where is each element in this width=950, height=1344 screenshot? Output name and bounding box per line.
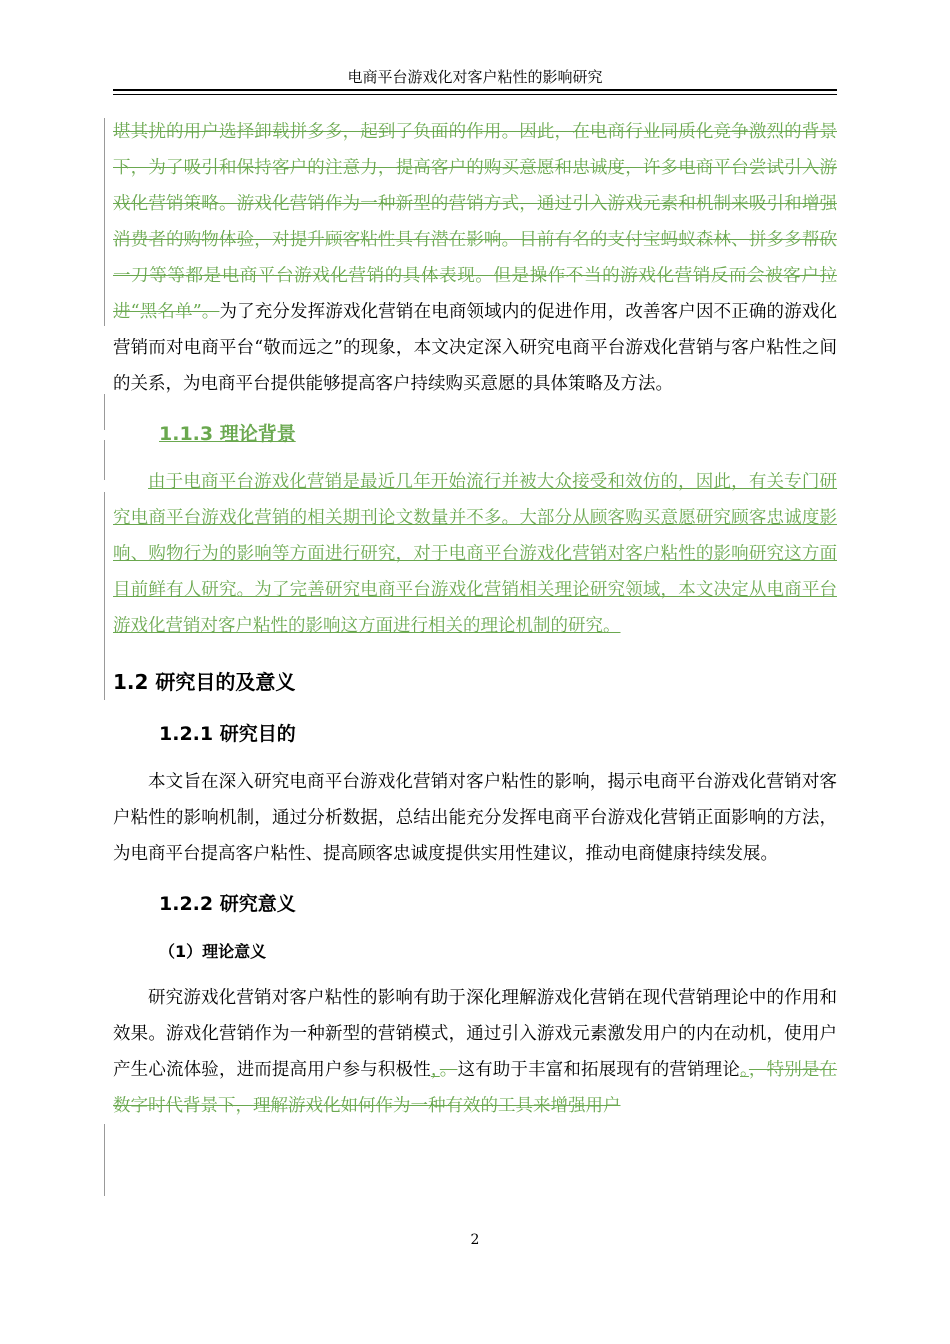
paragraph-research-purpose: 本文旨在深入研究电商平台游戏化营销对客户粘性的影响，揭示电商平台游戏化营销对客户粘性的影响机制，通过分析数据，总结出能充分发挥电商平台游戏化营销正面影响的方法，为电商平台提高客户粘性、提高顾客忠诚度提供实用性建议，推动电商健康持续发展。 xyxy=(113,772,837,864)
page-number: 2 xyxy=(470,1232,480,1248)
change-bar xyxy=(104,1124,105,1196)
document-body xyxy=(113,114,837,1124)
heading-1-2-1: 1.2.1 研究目的 xyxy=(159,723,296,745)
tracked-insertion: 。 xyxy=(740,1060,749,1080)
heading-theoretical-significance: （1）理论意义 xyxy=(159,942,267,961)
page-header: 电商平台游戏化对客户粘性的影响研究 xyxy=(347,68,603,86)
change-bar xyxy=(104,440,105,480)
paragraph-theoretical-significance xyxy=(113,980,837,1124)
header-rule-thick xyxy=(113,89,837,91)
tracked-deletion: 堪其扰的用户选择卸载拼多多，起到了负面的作用。因此，在电商行业同质化竞争激烈的背景下，为了吸引和保持客户的注意力，提高客户的购买意愿和忠诚度，许多电商平台尝试引入游戏化营销策略。游戏化营销作为一种新型的营销方式，通过引入游戏元素和机制来吸引和增强消费者的购物体验，对提升顾客粘性具有潜在影响。目前有名的支付宝蚂蚁森林、拼多多帮砍一刀等等都是电商平台游戏化营销的具体表现。但是操作不当的游戏化营销反而会被客户拉进“黑名单”。 xyxy=(113,122,837,322)
header-rule-thin xyxy=(113,94,837,95)
paragraph-text: 为了充分发挥游戏化营销在电商领域内的促进作用，改善客户因不正确的游戏化营销而对电商平台“敬而远之”的现象，本文决定深入研究电商平台游戏化营销与客户粘性之间的关系，为电商平台提供能够提高客户持续购买意愿的具体策略及方法。 xyxy=(113,302,837,394)
tracked-deletion: ，特别是在数字时代背景下，理解游戏化如何作为一种有效的工具来增强用户 xyxy=(113,1060,838,1116)
heading-1-1-3: 1.1.3 理论背景 xyxy=(159,423,296,445)
paragraph-theory-background: 由于电商平台游戏化营销是最近几年开始流行并被大众接受和效仿的，因此，有关专门研究电商平台游戏化营销的相关期刊论文数量并不多。大部分从顾客购买意愿研究顾客忠诚度影响、购物行为的影响等方面进行研究，对于电商平台游戏化营销对客户粘性的影响研究这方面目前鲜有人研究。为了完善研究电商平台游戏化营销相关理论研究领域，本文决定从电商平台游戏化营销对客户粘性的影响这方面进行相关的理论机制的研究。 xyxy=(113,472,837,636)
tracked-deletion: 。 xyxy=(439,1060,458,1080)
change-bar xyxy=(104,118,105,326)
tracked-insertion: ， xyxy=(430,1060,440,1080)
heading-1-2: 1.2 研究目的及意义 xyxy=(113,670,296,694)
change-bar xyxy=(104,394,105,430)
paragraph-background xyxy=(113,114,837,402)
paragraph-text: 这有助于丰富和拓展现有的营销理论 xyxy=(457,1060,740,1080)
paragraph-text: 研究游戏化营销对客户粘性的影响有助于深化理解游戏化营销在现代营销理论中的作用和效果。游戏化营销作为一种新型的营销模式，通过引入游戏元素激发用户的内在动机，使用户产生心流体验，进而提高用户参与积极性 xyxy=(113,988,837,1080)
heading-1-2-2: 1.2.2 研究意义 xyxy=(159,893,296,915)
change-bar xyxy=(104,492,105,700)
